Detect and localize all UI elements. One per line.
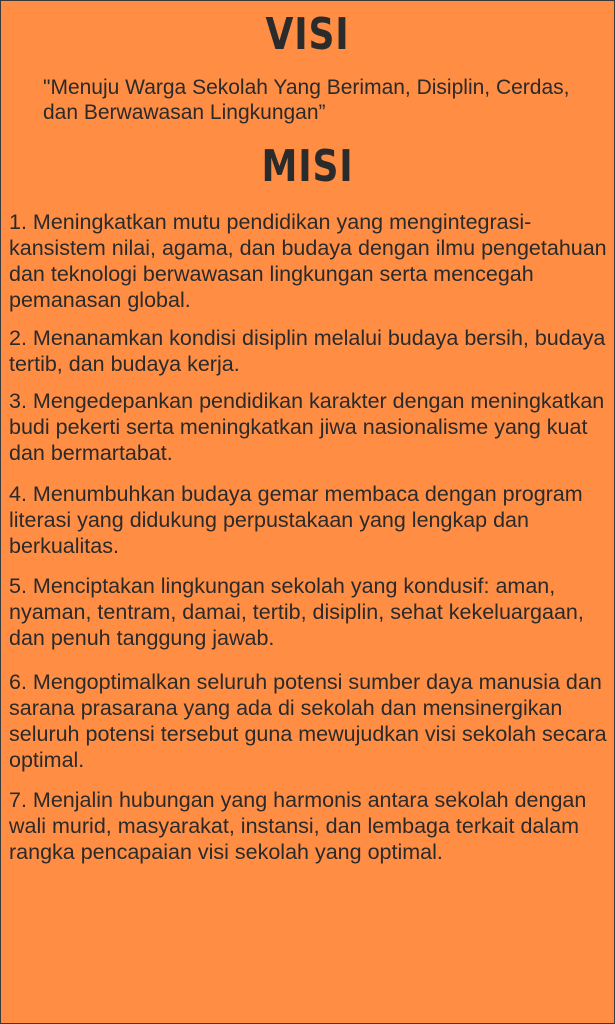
misi-item-7: 7. Menjalin hubungan yang harmonis antara sekolah dengan wali murid, masyarakat, instansi, dan lembaga terkait dalam rangka pencapaian visi sekolah yang optimal. [9, 788, 587, 864]
misi-item-3: 3. Mengedepankan pendidikan karakter dengan meningkatkan budi pekerti serta meningkatkan jiwa nasionalisme yang kuat dan bermartabat. [9, 389, 605, 465]
visi-statement: "Menuju Warga Sekolah Yang Beriman, Disiplin, Cerdas, dan Berwawasan Lingkungan” [43, 76, 570, 124]
misi-item-6: 6. Mengoptimalkan seluruh potensi sumber daya manusia dan sarana prasarana yang ada di sekolah dan mensinergikan seluruh potensi tersebut guna mewujudkan visi sekolah secara optimal. [9, 670, 607, 772]
misi-item-4: 4. Menumbuhkan budaya gemar membaca dengan program literasi yang didukung perpustakaan yang lengkap dan berkualitas. [9, 482, 583, 558]
misi-item-2: 2. Menanamkan kondisi disiplin melalui budaya bersih, budaya tertib, dan budaya kerja. [9, 326, 606, 376]
misi-item-1: 1. Meningkatkan mutu pendidikan yang mengintegrasi-kansistem nilai, agama, dan budaya dengan ilmu pengetahuan dan teknologi berwawasan lingkungan serta mencegah pemanasan global. [9, 210, 607, 312]
visi-heading: VISI [265, 9, 350, 60]
misi-item-5: 5. Menciptakan lingkungan sekolah yang kondusif: aman, nyaman, tentram, damai, tertib, disiplin, sehat kekeluargaan, dan penuh tanggung jawab. [9, 574, 584, 650]
misi-heading: MISI [261, 141, 354, 192]
